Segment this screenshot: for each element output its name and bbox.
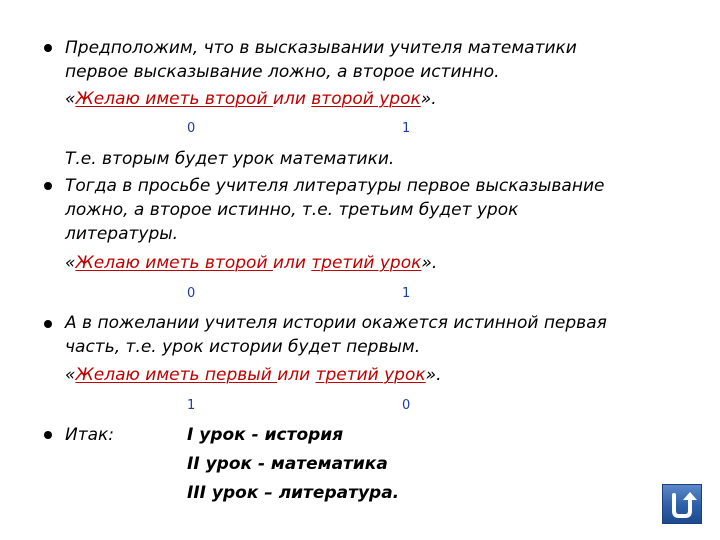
quote-open: « <box>65 89 76 109</box>
quote-close: ». <box>420 89 437 109</box>
text-line: Тогда в просьбе учителя литературы первое высказывание <box>65 176 605 196</box>
bullet <box>44 431 52 439</box>
statement-or: или <box>277 365 316 385</box>
bullet <box>44 182 52 190</box>
truth-value-a: 0 <box>187 121 196 136</box>
return-arrow-icon <box>663 485 701 523</box>
truth-value-b: 1 <box>402 121 411 136</box>
statement-part-a: Желаю иметь второй <box>75 253 273 273</box>
schedule-line: III урок – литература. <box>187 483 400 503</box>
truth-value-a: 0 <box>187 286 196 301</box>
quote-open: « <box>65 365 76 385</box>
text-line: ложно, а второе истинно, т.е. третьим будет урок <box>65 200 519 220</box>
text-line: А в пожелании учителя истории окажется истинной первая <box>65 313 607 333</box>
quote-close: ». <box>421 253 438 273</box>
statement-part-b: третий урок <box>311 253 422 273</box>
statement <box>65 364 442 386</box>
text-line: часть, т.е. урок истории будет первым. <box>65 337 421 357</box>
summary-label: Итак: <box>65 425 115 445</box>
quote-close: ». <box>425 365 442 385</box>
return-button[interactable] <box>662 484 702 524</box>
bullet <box>44 44 52 52</box>
statement-part-a: Желаю иметь первый <box>75 365 278 385</box>
statement-part-b: второй урок <box>311 89 421 109</box>
statement-or: или <box>272 89 312 109</box>
truth-value-b: 0 <box>402 398 411 413</box>
schedule-line: II урок - математика <box>187 454 388 474</box>
conclusion: Т.е. вторым будет урок математики. <box>65 149 395 169</box>
truth-value-b: 1 <box>402 286 411 301</box>
text-line: Предположим, что в высказывании учителя математики <box>65 38 577 58</box>
statement-part-b: третий урок <box>315 365 426 385</box>
text-line: первое высказывание ложно, а второе истинно. <box>65 62 500 82</box>
statement-or: или <box>272 253 312 273</box>
statement <box>65 88 437 110</box>
quote-open: « <box>65 253 76 273</box>
statement <box>65 252 437 274</box>
schedule-line: I урок - история <box>187 425 344 445</box>
truth-value-a: 1 <box>187 398 196 413</box>
text-line: литературы. <box>65 224 179 244</box>
bullet <box>44 320 52 328</box>
statement-part-a: Желаю иметь второй <box>75 89 273 109</box>
